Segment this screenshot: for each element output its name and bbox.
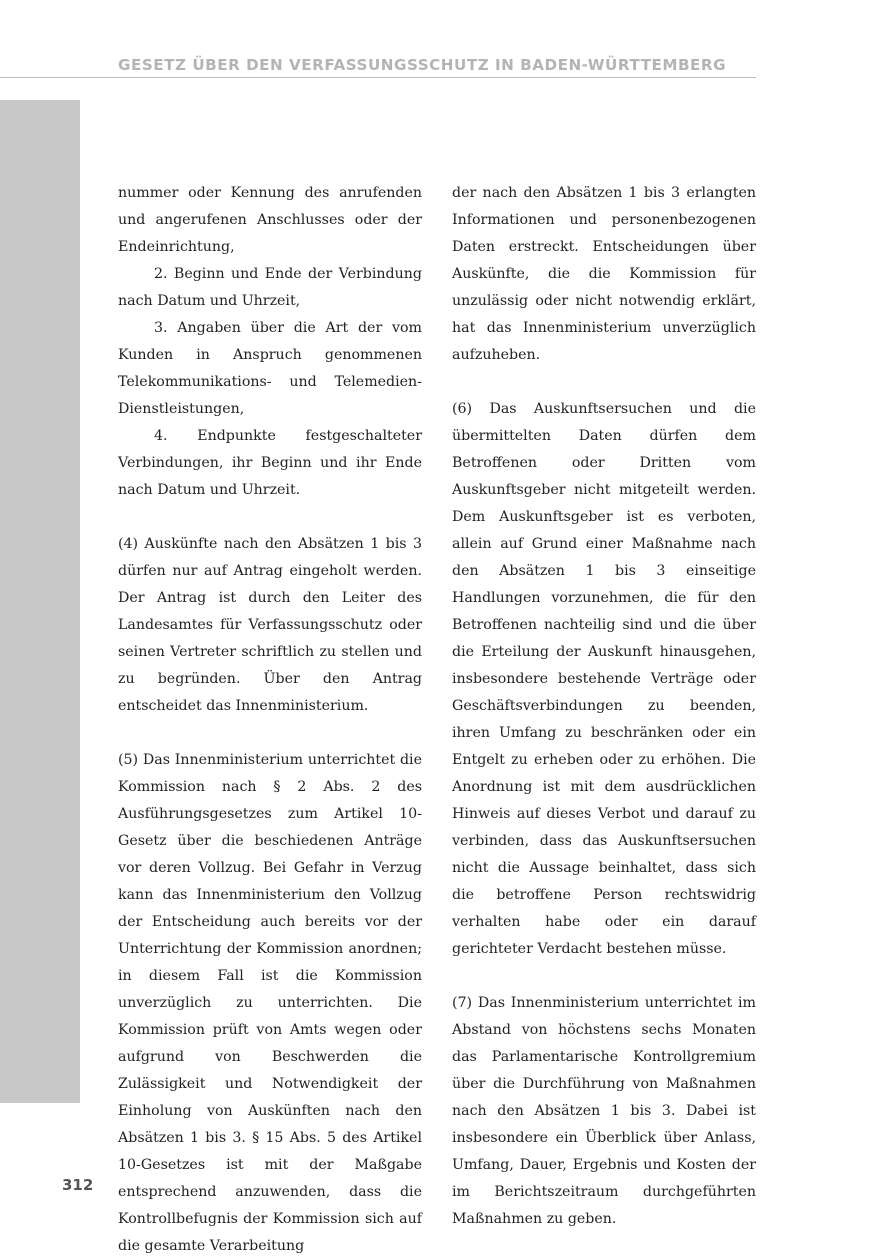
paragraph-continued: nummer oder Kennung des anrufenden und angerufenen Anschlusses oder der Endeinrichtung, [118,185,422,255]
running-header: GESETZ ÜBER DEN VERFASSUNGSSCHUTZ IN BADEN-WÜRTTEMBERG [118,56,727,74]
paragraph-5: (5) Das Innenministerium unterrichtet die Kommission nach § 2 Abs. 2 des Ausführungsgesetzes zum Artikel 10-Gesetz über die beschiedenen Anträge vor deren Vollzug. Bei Gefahr in Verzug kann das Innenministerium den Vollzug der Entscheidung auch bereits vor der Unterrichtung der Kommission anordnen; in diesem Fall ist die Kommission unverzüglich zu unterrichten. Die Kommission prüft von Amts wegen oder aufgrund von Beschwerden die Zulässigkeit und Notwendigkeit der Einholung von Auskünften nach den Absätzen 1 bis 3. § 15 Abs. 5 des Artikel 10-Gesetzes ist mit der Maßgabe entsprechend anzuwenden, dass die Kontrollbefugnis der Kommission sich auf die gesamte Verarbeitung [118,752,422,1254]
right-column [452,180,756,1233]
list-item-3: 3. Angaben über die Art der vom Kunden in Anspruch genommenen Telekommunikations- und Telemedien-Dienstleistungen, [118,320,422,417]
left-column [118,180,422,1260]
paragraph-5-continued: der nach den Absätzen 1 bis 3 erlangten Informationen und personenbezogenen Daten erstreckt. Entscheidungen über Auskünfte, die die Kommission für unzulässig oder nicht notwendig erklärt, hat das Innenministerium unverzüglich aufzuheben. [452,185,756,363]
list-item-2: 2. Beginn und Ende der Verbindung nach Datum und Uhrzeit, [118,266,422,309]
side-margin-bar [0,100,80,1103]
paragraph-7: (7) Das Innenministerium unterrichtet im Abstand von höchstens sechs Monaten das Parlamentarische Kontrollgremium über die Durchführung von Maßnahmen nach den Absätzen 1 bis 3. Dabei ist insbesondere ein Überblick über Anlass, Umfang, Dauer, Ergebnis und Kosten der im Berichtszeitraum durchgeführten Maßnahmen zu geben. [452,995,756,1227]
paragraph-4: (4) Auskünfte nach den Absätzen 1 bis 3 dürfen nur auf Antrag eingeholt werden. Der Antrag ist durch den Leiter des Landesamtes für Verfassungsschutz oder seinen Vertreter schriftlich zu stellen und zu begründen. Über den Antrag entscheidet das Innenministerium. [118,536,422,714]
list-item-4: 4. Endpunkte festgeschalteter Verbindungen, ihr Beginn und ihr Ende nach Datum und Uhrzeit. [118,428,422,498]
paragraph-6: (6) Das Auskunftsersuchen und die übermittelten Daten dürfen dem Betroffenen oder Dritten vom Auskunftsgeber nicht mitgeteilt werden. Dem Auskunftsgeber ist es verboten, allein auf Grund einer Maßnahme nach den Absätzen 1 bis 3 einseitige Handlungen vorzunehmen, die für den Betroffenen nachteilig sind und die über die Erteilung der Auskunft hinausgehen, insbesondere bestehende Verträge oder Geschäftsverbindungen zu beenden, ihren Umfang zu beschränken oder ein Entgelt zu erheben oder zu erhöhen. Die Anordnung ist mit dem ausdrücklichen Hinweis auf dieses Verbot und darauf zu verbinden, dass das Auskunftsersuchen nicht die Aussage beinhaltet, dass sich die betroffene Person rechtswidrig verhalten habe oder ein darauf gerichteter Verdacht bestehen müsse. [452,401,756,957]
page-number: 312 [62,1176,94,1194]
header-divider [0,77,756,78]
